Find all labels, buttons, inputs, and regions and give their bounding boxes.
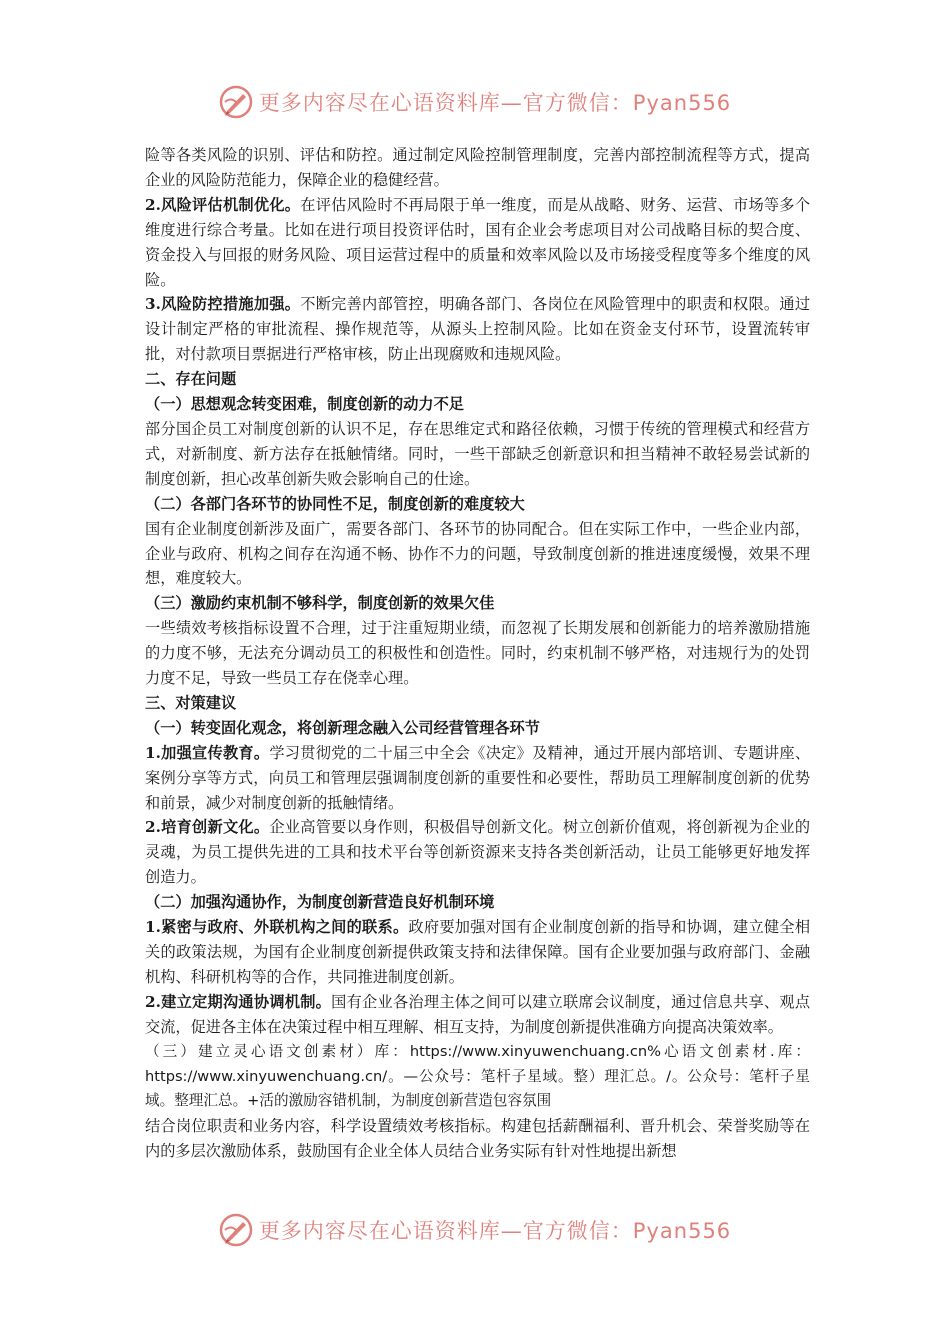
paragraph-suggestion-2a: 1.紧密与政府、外联机构之间的联系。政府要加强对国有企业制度创新的指导和协调，建立健全相关的政策法规，为国有企业制度创新提供政策支持和法律保障。国有企业要加强与政府部门、金融机构、科研机构等的合作，共同推进制度创新。 bbox=[145, 918, 811, 986]
paragraph-risk-assessment: 2.风险评估机制优化。在评估风险时不再局限于单一维度，而是从战略、财务、运营、市场等多个维度进行综合考量。比如在进行项目投资评估时，国有企业会考虑项目对公司战略目标的契合度、资金投入与回报的财务风险、项目运营过程中的质量和效率风险以及市场接受程度等多个维度的风险。 bbox=[145, 195, 811, 289]
footer-banner bbox=[0, 1210, 950, 1250]
subheading-suggestion-2: （二）加强沟通协作，为制度创新营造良好机制环境 bbox=[145, 893, 495, 912]
subheading-suggestion-3-mixed: （三）建立灵心语文创素材）库：https://www.xinyuwenchuang.cn%心语文创素材.库：https://www.xinyuwenchuang.cn/。—公众号：笔杆子星域。整）理汇总。/。公众号：笔杆子星域。整理汇总。+活的激励容错机制，为制度创新营造包容氛围 bbox=[145, 1042, 810, 1110]
subheading-problem-3: （三）激励约束机制不够科学，制度创新的效果欠佳 bbox=[145, 594, 495, 613]
paragraph-risk-intro: 险等各类风险的识别、评估和防控。通过制定风险控制管理制度，完善内部控制流程等方式，提高企业的风险防范能力，保障企业的稳健经营。 bbox=[145, 146, 810, 189]
subheading-suggestion-1: （一）转变固化观念，将创新理念融入公司经营管理各环节 bbox=[145, 718, 540, 737]
paragraph-lead: 2.建立定期沟通协调机制。 bbox=[145, 992, 332, 1011]
paragraph-problem-2: 国有企业制度创新涉及面广，需要各部门、各环节的协同配合。但在实际工作中，一些企业内部，企业与政府、机构之间存在沟通不畅、协作不力的问题，导致制度创新的推进速度缓慢，效果不理想，难度较大。 bbox=[145, 519, 810, 588]
paragraph-suggestion-3: 结合岗位职责和业务内容，科学设置绩效考核指标。构建包括薪酬福利、晋升机会、荣誉奖励等在内的多层次激励体系，鼓励国有企业全体人员结合业务实际有针对性地提出新想 bbox=[145, 1117, 810, 1161]
paragraph-suggestion-2b: 2.建立定期沟通协调机制。国有企业各治理主体之间可以建立联席会议制度，通过信息共享、观点交流，促进各主体在决策过程中相互理解、相互支持，为制度创新提供准确方向提高决策效率。 bbox=[145, 992, 811, 1036]
paragraph-problem-3: 一些绩效考核指标设置不合理，过于注重短期业绩，而忽视了长期发展和创新能力的培养激励措施的力度不够，无法充分调动员工的积极性和创造性。同时，约束机制不够严格，对违规行为的处罚力度不足，导致一些员工存在侥幸心理。 bbox=[145, 619, 810, 688]
paragraph-lead: 3.风险防控措施加强。 bbox=[145, 295, 301, 314]
header-banner bbox=[0, 82, 950, 122]
section-heading-suggestions: 三、对策建议 bbox=[145, 693, 237, 712]
pen-logo-icon bbox=[219, 85, 253, 119]
paragraph-suggestion-1a: 1.加强宣传教育。学习贯彻党的二十届三中全会《决定》及精神，通过开展内部培训、专题讲座、案例分享等方式，向员工和管理层强调制度创新的重要性和必要性，帮助员工理解制度创新的优势和前景，减少对制度创新的抵触情绪。 bbox=[145, 743, 811, 812]
paragraph-problem-1: 部分国企员工对制度创新的认识不足，存在思维定式和路径依赖，习惯于传统的管理模式和经营方式，对新制度、新方法存在抵触情绪。同时，一些干部缺乏创新意识和担当精神不敢轻易尝试新的制度创新，担心改革创新失败会影响自己的仕途。 bbox=[145, 419, 810, 488]
paragraph-lead: 1.紧密与政府、外联机构之间的联系。 bbox=[145, 918, 409, 937]
header-banner-text: 更多内容尽在心语资料库—官方微信：Pyan556 bbox=[258, 91, 732, 115]
paragraph-lead: 2.培育创新文化。 bbox=[145, 818, 270, 837]
paragraph-lead: 2.风险评估机制优化。 bbox=[145, 195, 301, 214]
subheading-problem-2: （二）各部门各环节的协同性不足，制度创新的难度较大 bbox=[145, 494, 525, 513]
document-body bbox=[145, 143, 810, 1164]
paragraph-suggestion-1b: 2.培育创新文化。企业高管要以身作则，积极倡导创新文化。树立创新价值观，将创新视为企业的灵魂，为员工提供先进的工具和技术平台等创新资源来支持各类创新活动，让员工能够更好地发挥创造力。 bbox=[145, 818, 811, 887]
section-heading-problems: 二、存在问题 bbox=[145, 370, 237, 389]
paragraph-risk-control: 3.风险防控措施加强。不断完善内部管控，明确各部门、各岗位在风险管理中的职责和权限。通过设计制定严格的审批流程、操作规范等，从源头上控制风险。比如在资金支付环节，设置流转审批，对付款项目票据进行严格审核，防止出现腐败和违规风险。 bbox=[145, 295, 811, 364]
footer-banner-text: 更多内容尽在心语资料库—官方微信：Pyan556 bbox=[258, 1219, 732, 1243]
paragraph-lead: 1.加强宣传教育。 bbox=[145, 743, 270, 762]
pen-logo-icon bbox=[219, 1213, 253, 1247]
subheading-problem-1: （一）思想观念转变困难，制度创新的动力不足 bbox=[145, 395, 464, 414]
